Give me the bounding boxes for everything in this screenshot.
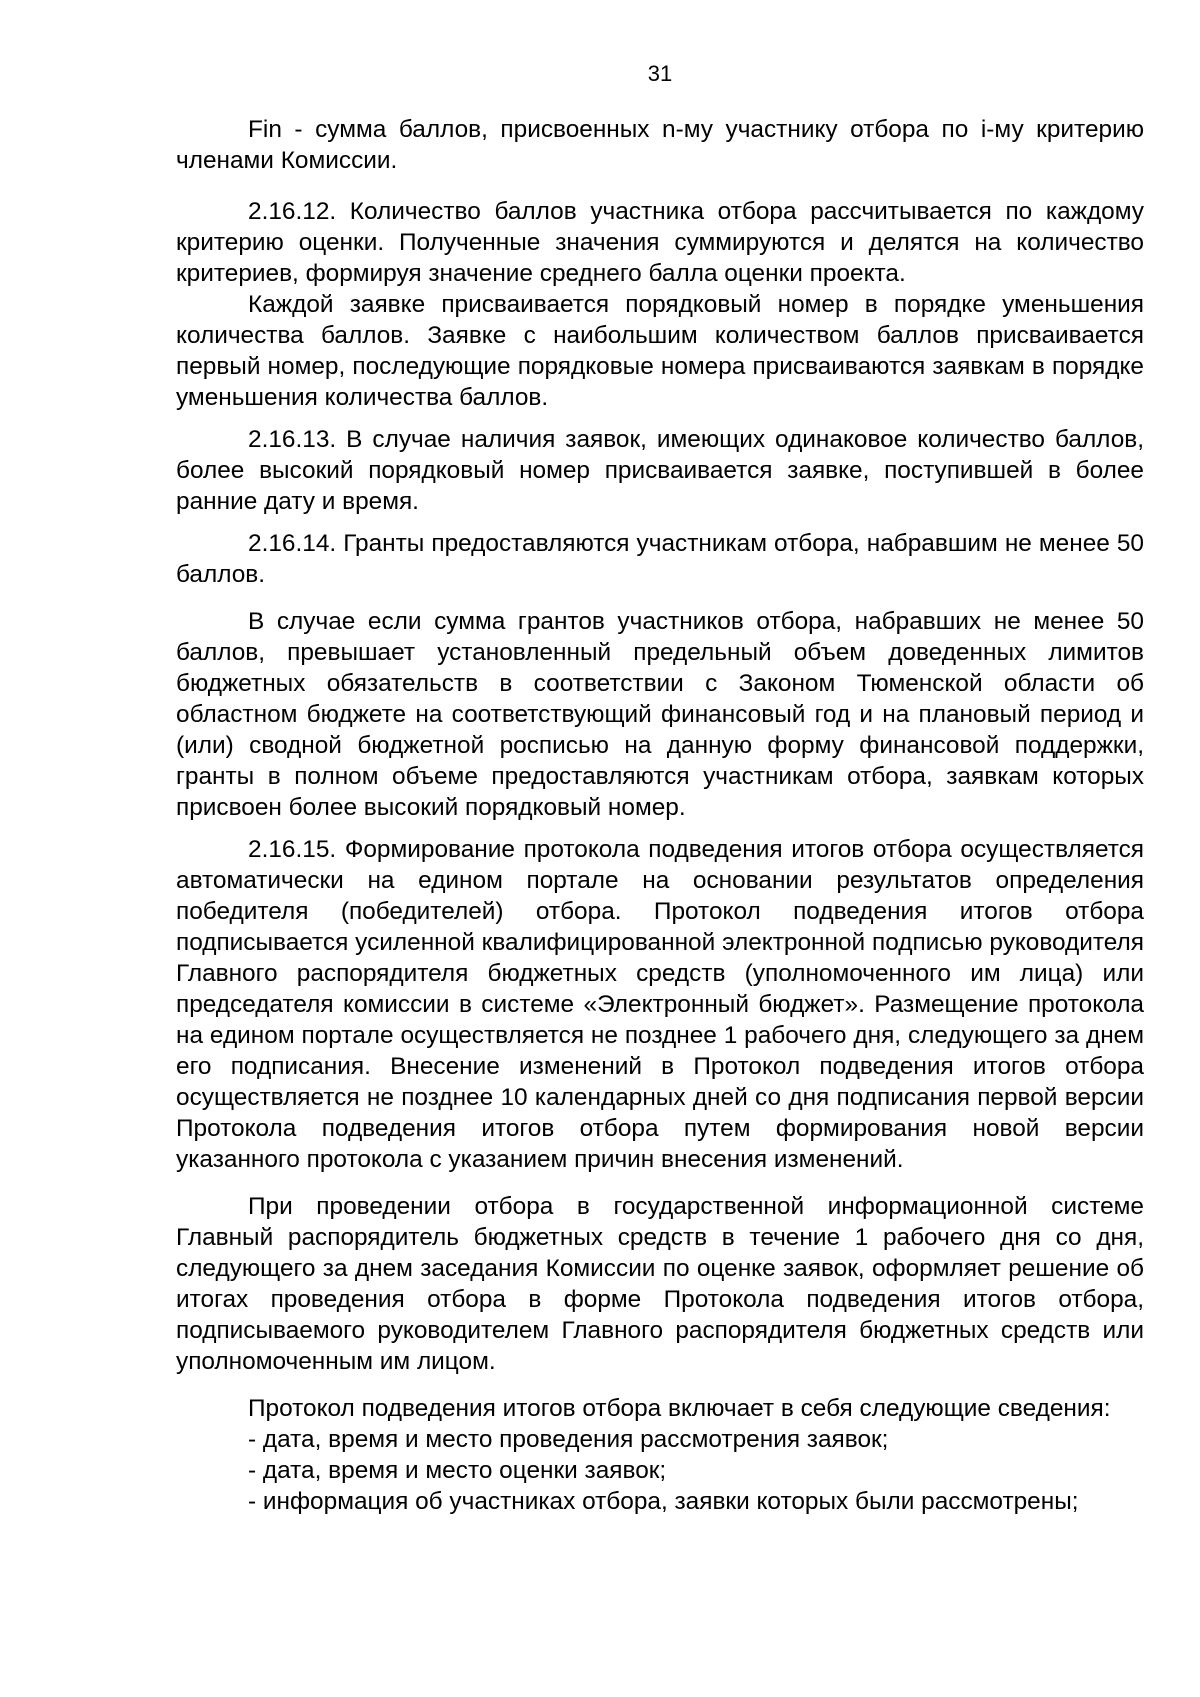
paragraph-2-16-13: 2.16.13. В случае наличия заявок, имеющих одинаковое количество баллов, более высокий порядковый номер присваивается заявке, поступившей в более ранние дату и время. xyxy=(176,426,1144,515)
paragraph-2-16-12: 2.16.12. Количество баллов участника отбора рассчитывается по каждому критерию оценки. Полученные значения суммируются и делятся на количество критериев, формируя значение среднего балла оценки проекта. xyxy=(176,198,1144,287)
document-body xyxy=(176,114,1144,1517)
page-number: 31 xyxy=(647,61,673,86)
list-item: - дата, время и место проведения рассмотрения заявок; xyxy=(248,1426,889,1453)
paragraph-protocol-contents: Протокол подведения итогов отбора включает в себя следующие сведения: xyxy=(248,1395,1111,1422)
paragraph-2-16-14: 2.16.14. Гранты предоставляются участникам отбора, набравшим не менее 50 баллов. xyxy=(176,530,1144,588)
paragraph-fin-definition: Fin - сумма баллов, присвоенных n-му участнику отбора по i-му критерию членами Комиссии. xyxy=(176,116,1144,174)
paragraph-gis-selection: При проведении отбора в государственной информационной системе Главный распорядитель бюджетных средств в течение 1 рабочего дня со дня, следующего за днем заседания Комиссии по оценке заявок, оформляет решение об итогах проведения отбора в форме Протокола подведения итогов отбора, подписываемого руководителем Главного распорядителя бюджетных средств или уполномоченным им лицом. xyxy=(176,1193,1144,1375)
paragraph-2-16-15: 2.16.15. Формирование протокола подведения итогов отбора осуществляется автоматически на едином портале на основании результатов определения победителя (победителей) отбора. Протокол подведения итогов отбора подписывается усиленной квалифицированной электронной подписью руководителя Главного распорядителя бюджетных средств (уполномоченного им лица) или председателя комиссии в системе «Электронный бюджет». Размещение протокола на едином портале осуществляется не позднее 1 рабочего дня, следующего за днем его подписания. Внесение изменений в Протокол подведения итогов отбора осуществляется не позднее 10 календарных дней со дня подписания первой версии Протокола подведения итогов отбора путем формирования новой версии указанного протокола с указанием причин внесения изменений. xyxy=(176,836,1144,1173)
list-item: - дата, время и место оценки заявок; xyxy=(248,1457,667,1484)
list-item: - информация об участниках отбора, заявки которых были рассмотрены; xyxy=(248,1488,1079,1515)
paragraph-grant-limits: В случае если сумма грантов участников отбора, набравших не менее 50 баллов, превышает установленный предельный объем доведенных лимитов бюджетных обязательств в соответствии с Законом Тюменской области об областном бюджете на соответствующий финансовый год и на плановый период и (или) сводной бюджетной росписью на данную форму финансовой поддержки, гранты в полном объеме предоставляются участникам отбора, заявкам которых присвоен более высокий порядковый номер. xyxy=(176,608,1144,821)
paragraph-ranking: Каждой заявке присваивается порядковый номер в порядке уменьшения количества баллов. Заявке с наибольшим количеством баллов присваивается первый номер, последующие порядковые номера присваиваются заявкам в порядке уменьшения количества баллов. xyxy=(176,291,1144,411)
